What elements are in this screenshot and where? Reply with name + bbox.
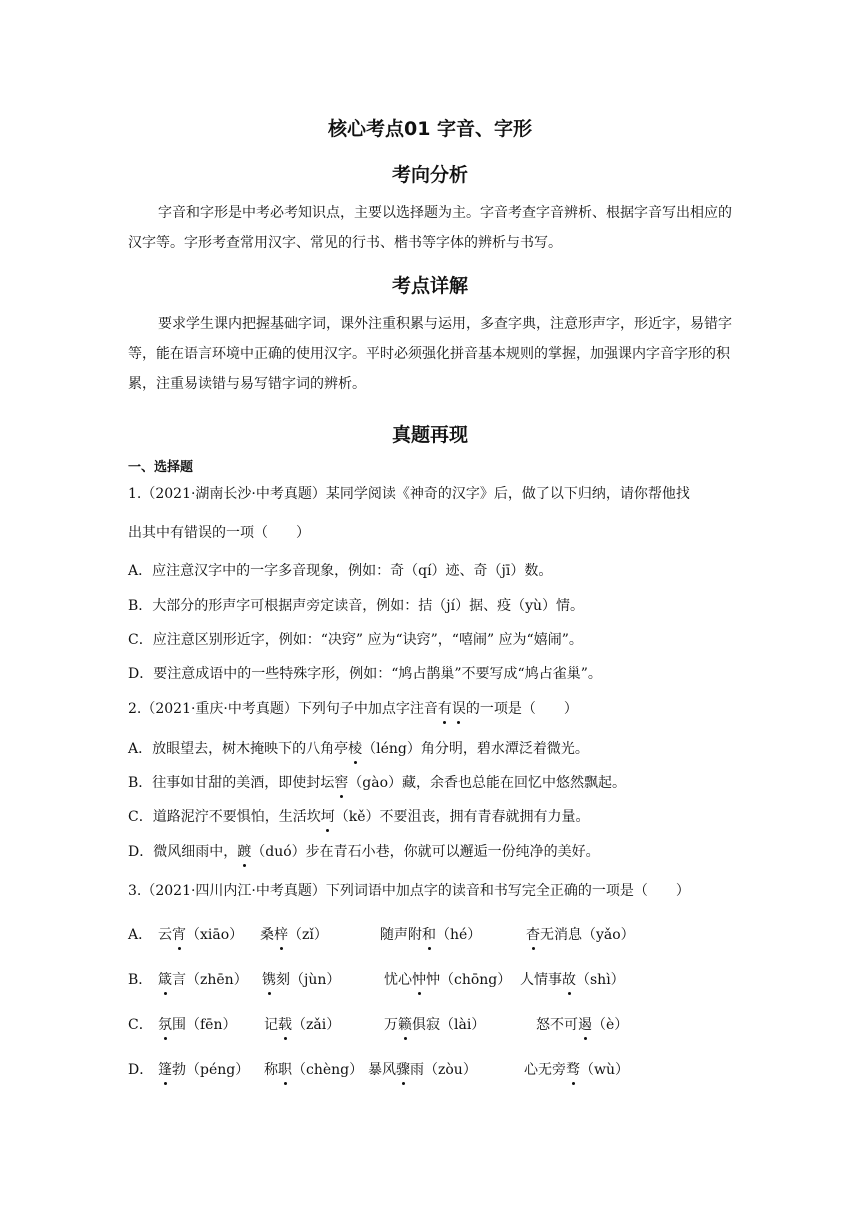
q2-c-pre: C．道路泥泞不要惧怕，生活坎 bbox=[128, 809, 321, 825]
q3-b-word3: 忧心忡忡（chōng） bbox=[384, 972, 512, 988]
q2-b-post: （gào）藏，余香也总能在回忆中悠然飘起。 bbox=[348, 775, 627, 791]
q3-b-word1: 箴言（zhēn） bbox=[158, 972, 248, 988]
q2-b-pre: B．往事如甘甜的美酒，即使封坛 bbox=[128, 775, 335, 791]
q2-c-post: （kě）不要沮丧，拥有青春就拥有力量。 bbox=[334, 809, 590, 825]
q3-a-word1: 云宵（xiāo） bbox=[158, 927, 244, 943]
detail-paragraph: 要求学生课内把握基础字词，课外注重积累与运用，多查字典，注意形声字，形近字，易错字等，能在语言环境中正确的使用汉字。平时必须强化拼音基本规则的掌握，加强课内字音字形的积累，注重易读错与易写错字词的辨析。 bbox=[128, 316, 732, 392]
q1-option-a: A．应注意汉字中的一字多音现象，例如：奇（qí）迹、奇（jī）数。 bbox=[128, 563, 553, 579]
q2-stem-post: 的一项是（ ） bbox=[465, 701, 578, 717]
q3-a-word4: 杳无消息（yǎo） bbox=[526, 927, 635, 943]
analysis-paragraph: 字音和字形是中考必考知识点，主要以选择题为主。字音考查字音辨析、根据字音写出相应的汉字等。字形考查常用汉字、常见的行书、楷书等字体的辨析与书写。 bbox=[128, 205, 732, 251]
q2-stem bbox=[128, 699, 578, 719]
q2-option-b bbox=[128, 773, 626, 793]
q3-b-word4: 人情事故（shì） bbox=[520, 972, 625, 988]
q2-option-c bbox=[128, 807, 590, 827]
analysis-heading: 考向分析 bbox=[391, 164, 468, 186]
q2-d-dot: 踱 bbox=[237, 844, 252, 860]
q3-b-label: B． bbox=[128, 972, 153, 988]
q1-stem-line2: 出其中有错误的一项（ ） bbox=[128, 525, 310, 541]
q1-option-b: B．大部分的形声字可根据声旁定读音，例如：拮（jí）据、疫（yù）情。 bbox=[128, 598, 585, 614]
q2-stem-dot1: 有 bbox=[437, 701, 452, 717]
q3-d-label: D． bbox=[128, 1062, 154, 1078]
q3-c-word2: 记载（zǎi） bbox=[264, 1017, 341, 1033]
q3-d-word2: 称职（chèng） bbox=[264, 1062, 364, 1078]
q2-b-dot: 窖 bbox=[334, 775, 349, 791]
q1-option-d: D．要注意成语中的一些特殊字形，例如：“鸠占鹊巢”不要写成“鸠占雀巢”。 bbox=[128, 666, 602, 682]
q2-a-pre: A．放眼望去，树木掩映下的八角亭 bbox=[128, 741, 349, 757]
q2-stem-pre: 2.（2021·重庆·中考真题）下列句子中加点字注音 bbox=[128, 701, 438, 717]
q3-stem: 3.（2021·四川内江·中考真题）下列词语中加点字的读音和书写完全正确的一项是（ ） bbox=[128, 883, 690, 899]
q2-a-post: （léng）角分明，碧水潭泛着微光。 bbox=[362, 741, 589, 757]
q3-c-word4: 怒不可遏（è） bbox=[536, 1017, 629, 1033]
q3-b-word2: 镌刻（jùn） bbox=[262, 972, 341, 988]
q2-option-a bbox=[128, 739, 589, 759]
q2-a-dot: 棱 bbox=[348, 741, 363, 757]
section-label: 一、选择题 bbox=[128, 460, 194, 475]
q3-c-label: C． bbox=[128, 1017, 153, 1033]
q3-c-word3: 万籁俱寂（lài） bbox=[384, 1017, 486, 1033]
detail-heading: 考点详解 bbox=[391, 275, 468, 297]
q3-c-word1: 氛围（fēn） bbox=[158, 1017, 237, 1033]
q3-a-word3: 随声附和（hé） bbox=[380, 927, 482, 943]
q3-d-word3: 暴风骤雨（zòu） bbox=[368, 1062, 477, 1078]
q2-stem-dot2: 误 bbox=[451, 701, 466, 717]
q2-option-d bbox=[128, 842, 600, 862]
exam-heading: 真题再现 bbox=[391, 424, 468, 446]
q3-a-word2: 桑梓（zǐ） bbox=[260, 927, 328, 943]
q2-d-post: （duó）步在青石小巷，你就可以邂逅一份纯净的美好。 bbox=[251, 844, 600, 860]
q3-d-word1: 篷勃（péng） bbox=[158, 1062, 250, 1078]
q1-stem-line1: 1.（2021·湖南长沙·中考真题）某同学阅读《神奇的汉字》后，做了以下归纳，请你帮他找 bbox=[128, 486, 690, 502]
q1-option-c: C．应注意区别形近字，例如：“决窍” 应为“诀窍”，“嘻闹” 应为“嬉闹”。 bbox=[128, 632, 583, 648]
q2-d-pre: D．微风细雨中， bbox=[128, 844, 238, 860]
q2-c-dot: 坷 bbox=[320, 809, 335, 825]
q3-a-label: A． bbox=[128, 927, 153, 943]
document-title: 核心考点01 字音、字形 bbox=[327, 118, 533, 140]
q3-d-word4: 心无旁骛（wù） bbox=[524, 1062, 629, 1078]
